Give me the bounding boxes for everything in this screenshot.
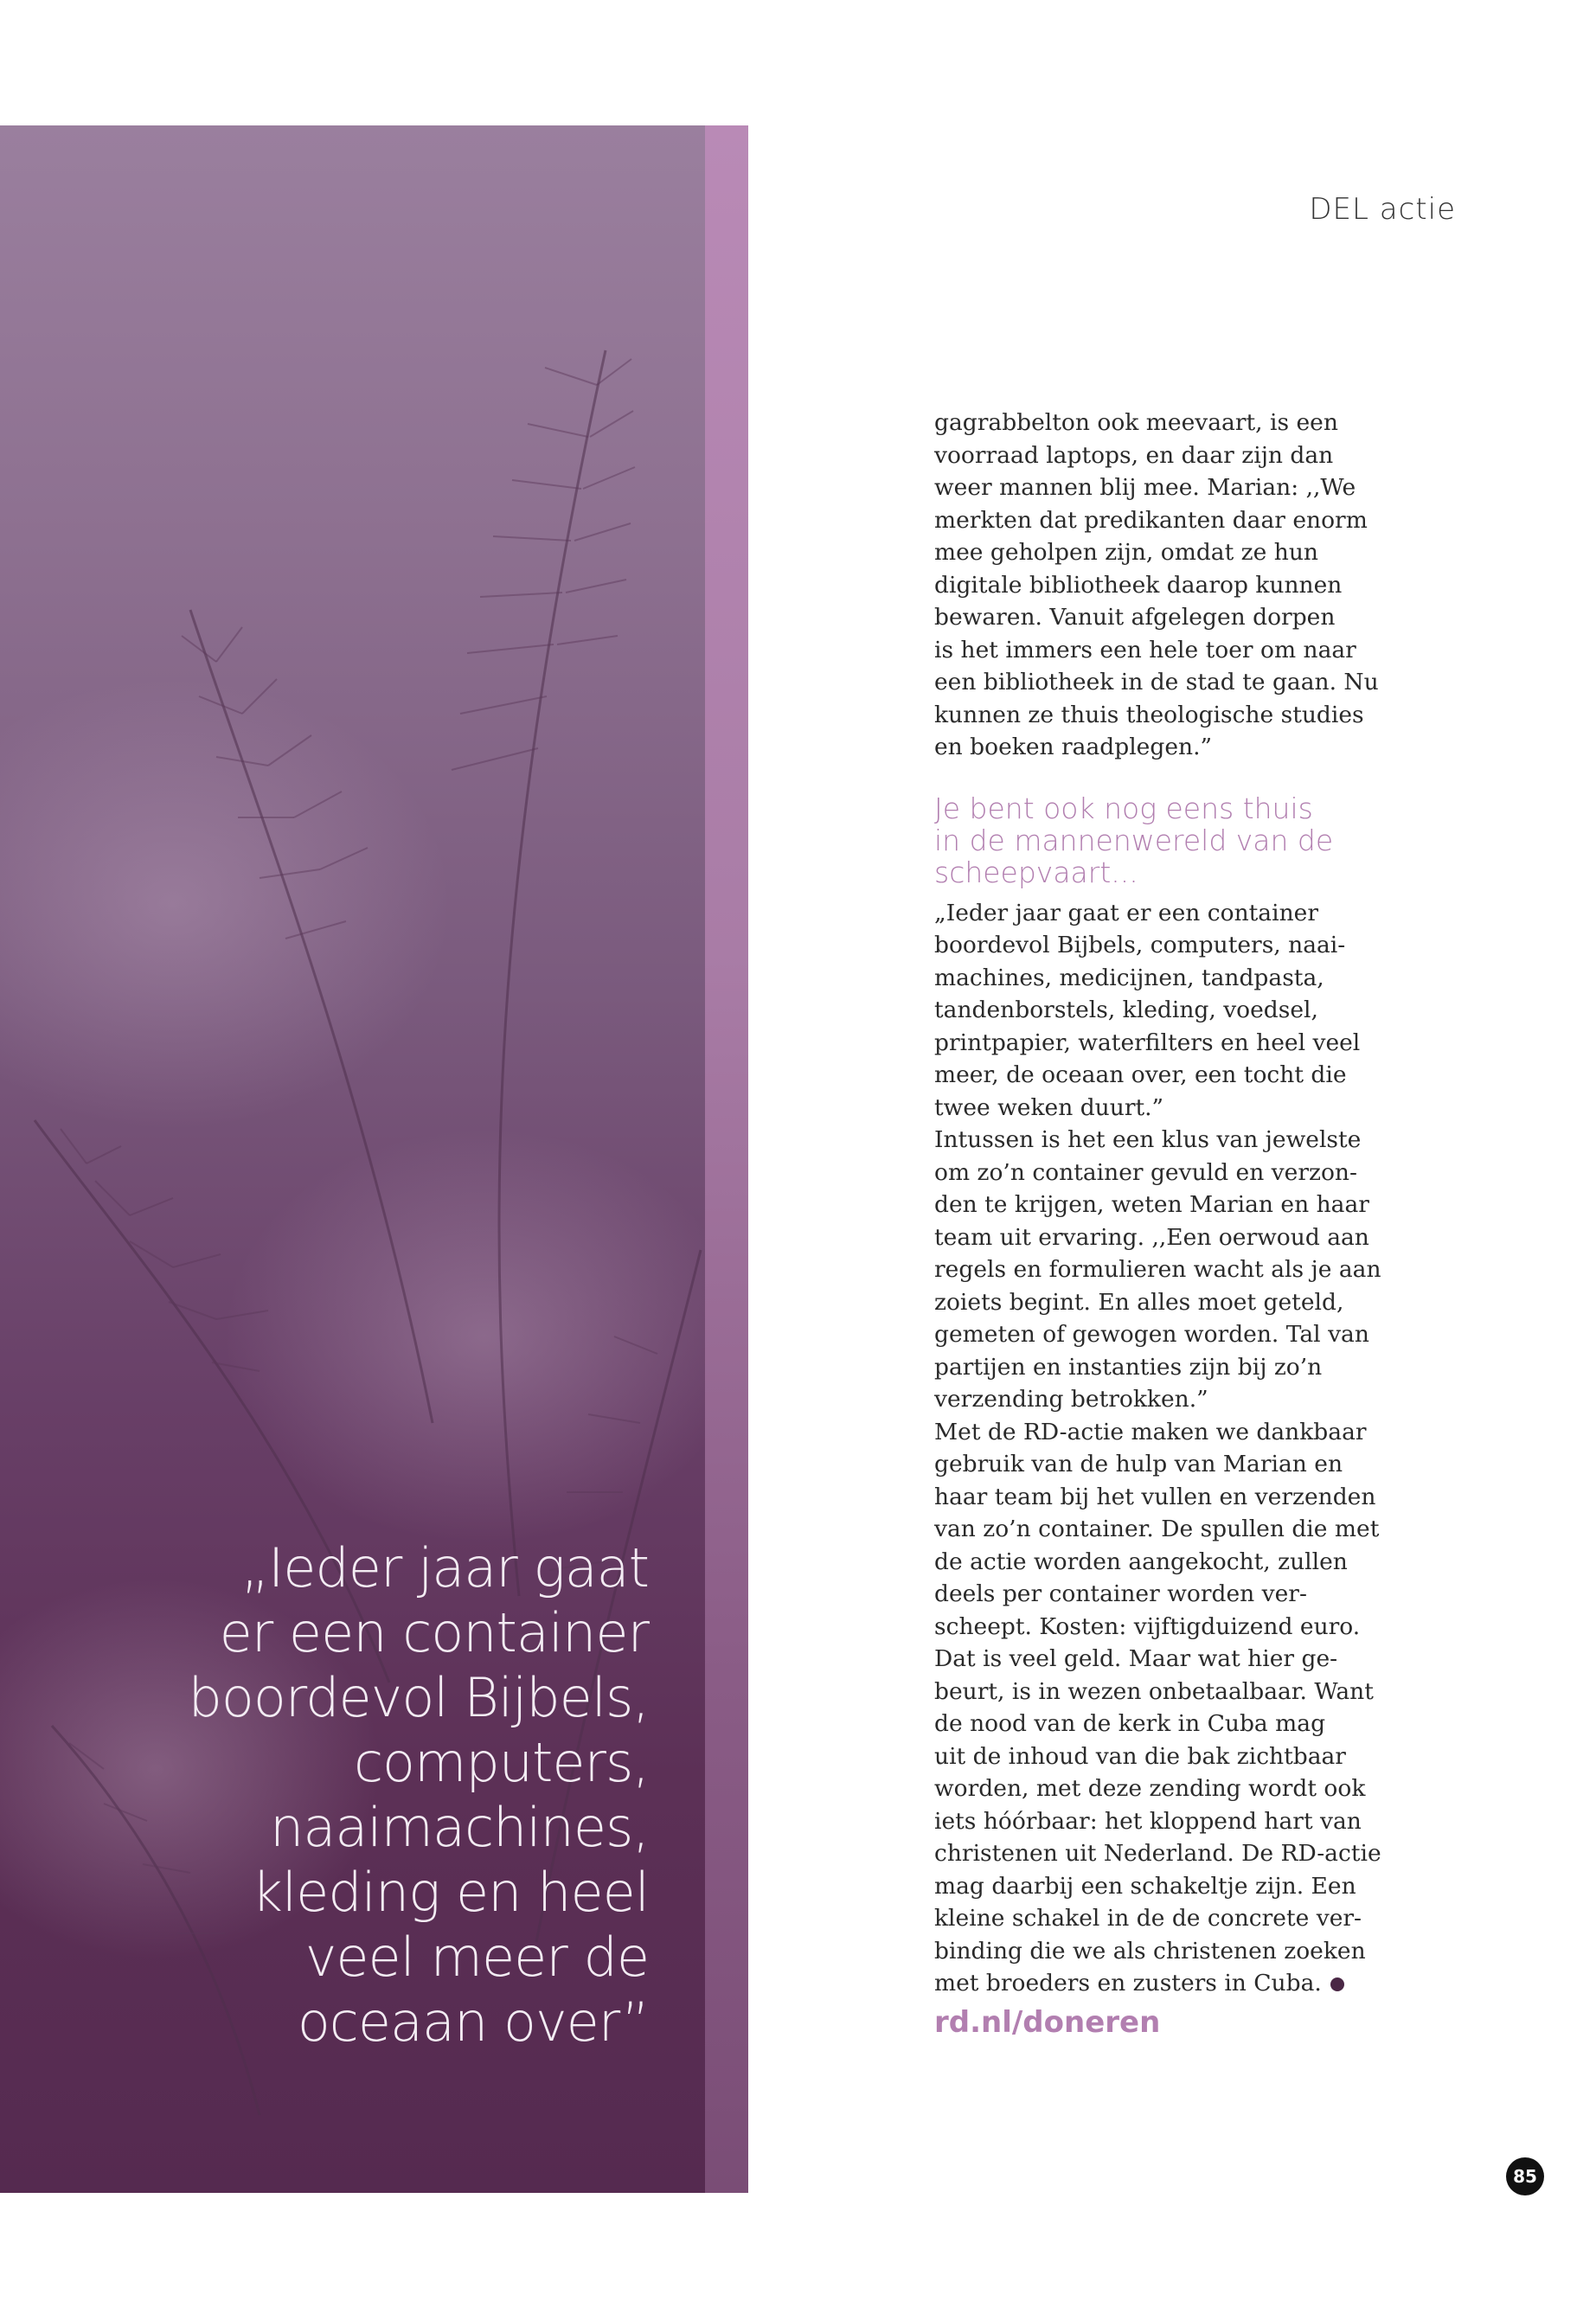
article-subhead: Je bent ook nog eens thuis in de mannenwereld van de scheepvaart... <box>934 791 1334 889</box>
article-paragraph-3: Intussen is het een klus van jewelste om zo’n container gevuld en verzon- den te krijgen, weten Marian en haar team uit ervaring. ,,Een oerwoud aan regels en formulieren wacht als je aan zoiets begint. En alles moet geteld, gemeten of gewogen worden. Tal van partijen en instanties zijn bij zo’n verzending betrokken.” <box>934 1126 1381 1413</box>
pull-quote: „Ieder jaar gaat er een container boordevol Bijbels, computers, naaimachines, kleding en heel veel meer de oceaan over” <box>188 1536 649 2054</box>
article-paragraph-4-text: Met de RD-actie maken we dankbaar gebruik van de hulp van Marian en haar team bij het vullen en verzenden van zo’n container. De spullen die met de actie worden aangekocht, zullen deels per container worden ver- scheept. Kosten: vijftigduizend euro. Dat is veel geld. Maar wat hier ge- beurt, is in wezen onbetaalbaar. Want de nood van de kerk in Cuba mag uit de inhoud van die bak zichtbaar worden, met deze zending wordt ook iets hóórbaar: het kloppend hart van christenen uit Nederland. De RD-actie mag daarbij een schakeltje zijn. Een kleine schakel in de de concrete ver- binding die we als christenen zoeken met broeders en zusters in Cuba. <box>934 1418 1381 1997</box>
end-mark-icon <box>1330 1977 1344 1991</box>
photo-accent-strip <box>705 125 748 2193</box>
article-paragraph-4 <box>934 1416 1419 2000</box>
article-column <box>934 407 1419 2039</box>
article-paragraph-2: „Ieder jaar gaat er een container boordevol Bijbels, computers, naai- machines, medicijnen, tandpasta, tandenborstels, kleding, voedsel, printpapier, waterfilters en heel veel meer, de oceaan over, een tocht die twee weken duurt.” <box>934 899 1361 1121</box>
section-label: DEL actie <box>1309 192 1456 227</box>
fern-photo <box>0 125 705 2193</box>
article-paragraph-1: gagrabbelton ook meevaart, is een voorraad laptops, en daar zijn dan weer mannen blij mee. Marian: ,,We merkten dat predikanten daar enorm mee geholpen zijn, omdat ze hun digitale bibliotheek daarop kunnen bewaren. Vanuit afgelegen dorpen is het immers een hele toer om naar een bibliotheek in de stad te gaan. Nu kunnen ze thuis theologische studies en boeken raadplegen.” <box>934 409 1379 760</box>
page-number-badge: 85 <box>1506 2157 1544 2195</box>
donate-link[interactable]: rd.nl/doneren <box>934 2004 1161 2040</box>
